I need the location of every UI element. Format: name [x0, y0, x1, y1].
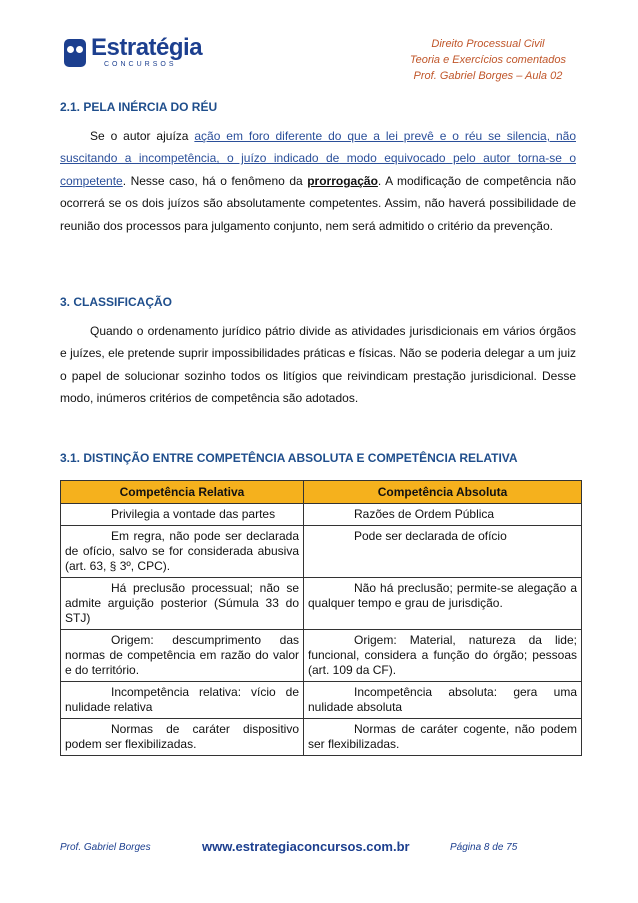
cell-absoluta — [304, 630, 582, 682]
cell-text: Origem: descumprimento das normas de competência em razão do valor e do território. — [65, 633, 299, 677]
course-title: Direito Processual Civil — [431, 38, 545, 50]
para-text: . A modificação de competência não ocorrerá se os dois juízos são absolutamente competentes. Assim, não haverá possibilidade de reunião dos processos para julgamento conjunto, nem será admitido o critério da prevenção. — [60, 173, 577, 233]
footer-author: Prof. Gabriel Borges — [60, 842, 151, 853]
cell-absoluta — [304, 719, 582, 756]
page-number: Página 8 de 75 — [450, 842, 518, 853]
section-3-1-title: 3.1. DISTINÇÃO ENTRE COMPETÊNCIA ABSOLUTA E COMPETÊNCIA RELATIVA — [60, 451, 518, 465]
cell-text: Normas de caráter cogente, não podem ser flexibilizadas. — [308, 722, 577, 751]
table-row — [61, 682, 582, 719]
table-row — [61, 719, 582, 756]
para-text: . Nesse caso, há o fenômeno da — [122, 173, 308, 188]
brand-logo — [64, 36, 214, 72]
cell-absoluta — [304, 504, 582, 526]
cell-text: Razões de Ordem Pública — [354, 507, 495, 521]
section-2-1-title: 2.1. PELA INÉRCIA DO RÉU — [60, 100, 218, 114]
cell-text: Normas de caráter dispositivo podem ser flexibilizadas. — [65, 722, 299, 751]
brand-name: Estratégia — [91, 34, 203, 61]
header-relativa: Competência Relativa — [61, 481, 304, 504]
competence-table — [60, 480, 582, 756]
section-3-title: 3. CLASSIFICAÇÃO — [60, 295, 173, 309]
cell-relativa — [61, 682, 304, 719]
table-row — [61, 526, 582, 578]
page-footer — [60, 839, 580, 854]
cell-text: Em regra, não pode ser declarada de ofício, salvo se for considerada abusiva (art. 63, § 3º, CPC). — [65, 529, 299, 573]
cell-relativa — [61, 504, 304, 526]
para-text: Se o autor ajuíza — [90, 129, 195, 143]
cell-text: Há preclusão processual; não se admite arguição posterior (Súmula 33 do STJ) — [65, 581, 299, 625]
cell-absoluta — [304, 578, 582, 630]
cell-absoluta — [304, 526, 582, 578]
cell-text: Origem: Material, natureza da lide; funcional, considera a função do órgão; pessoas (art. 109 da CF). — [308, 633, 577, 677]
footer-website[interactable]: www.estrategiaconcursos.com.br — [202, 839, 410, 854]
cell-relativa — [61, 719, 304, 756]
cell-relativa — [61, 578, 304, 630]
cell-text: Incompetência absoluta: gera uma nulidade absoluta — [308, 685, 577, 714]
table-header-row — [61, 481, 582, 504]
course-subtitle: Teoria e Exercícios comentados — [409, 54, 566, 66]
key-term: prorrogação — [307, 173, 378, 188]
cell-absoluta — [304, 682, 582, 719]
table-row — [61, 578, 582, 630]
highlight-text: ação em foro diferente do que a lei prevê e o réu se silencia, não suscitando a incompetência, o juízo indicado de modo equivocado pelo autor torna-se o competente — [60, 129, 576, 188]
header-absoluta: Competência Absoluta — [304, 481, 582, 504]
para-text: Quando o ordenamento jurídico pátrio divide as atividades jurisdicionais em vários órgãos e juízes, ele pretende suprir impossibilidades práticas e físicas. Não se poderia delegar a um juiz o papel de solucionar sozinho todos os litígios que reivindicam prestação jurisdicional. Desse modo, inúmeros critérios de competência são adotados. — [60, 324, 576, 406]
cell-text: Incompetência relativa: vício de nulidade relativa — [65, 685, 299, 714]
cell-relativa — [61, 526, 304, 578]
table-row — [61, 504, 582, 526]
cell-text: Privilegia a vontade das partes — [111, 507, 276, 521]
cell-relativa — [61, 630, 304, 682]
owl-logo-icon — [64, 39, 86, 67]
section-2-1-paragraph — [60, 125, 576, 237]
brand-subtitle: CONCURSOS — [104, 61, 177, 68]
section-3-paragraph — [60, 320, 576, 410]
course-lesson: Prof. Gabriel Borges – Aula 02 — [413, 70, 563, 82]
cell-text: Pode ser declarada de ofício — [354, 529, 507, 543]
cell-text: Não há preclusão; permite-se alegação a qualquer tempo e grau de jurisdição. — [308, 581, 577, 610]
table-row — [61, 630, 582, 682]
course-info — [410, 36, 566, 84]
